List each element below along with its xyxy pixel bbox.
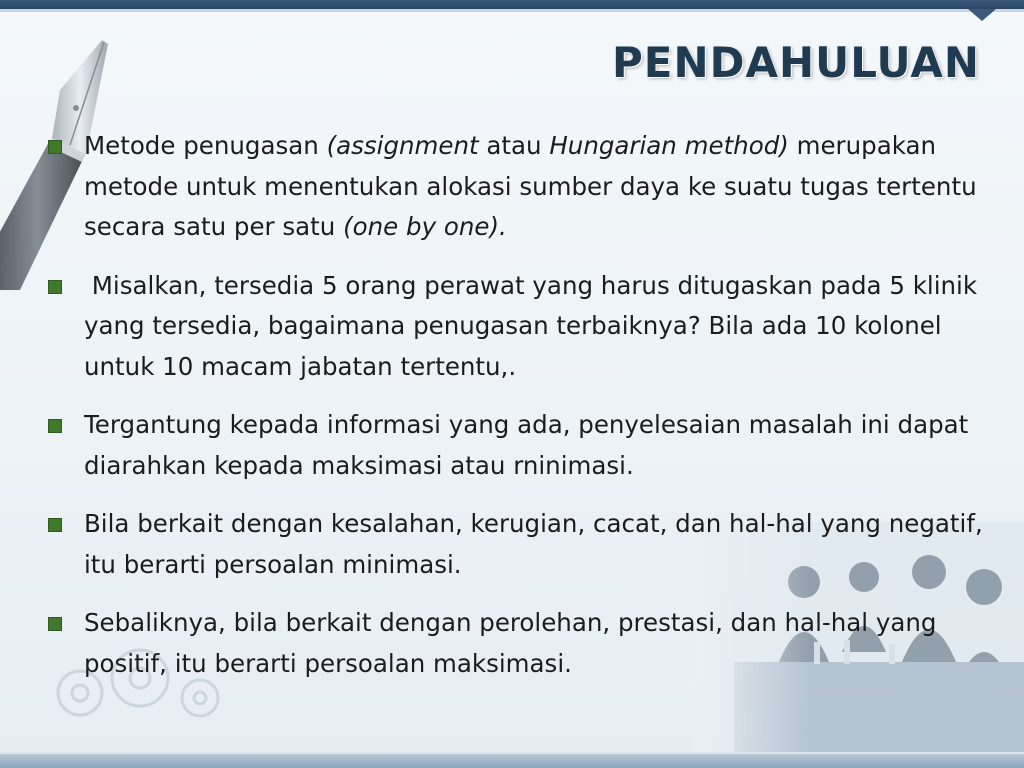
bullet-text-part: atau (478, 131, 550, 160)
square-bullet-icon (48, 617, 62, 631)
bullet-text: Bila berkait dengan kesalahan, kerugian, cacat, dan hal-hal yang negatif, itu berarti persoalan minimasi. (84, 509, 983, 579)
bullet-text-part: merupakan metode untuk menentukan alokasi sumber daya ke suatu tugas tertentu secara satu per satu (84, 131, 977, 241)
square-bullet-icon (48, 419, 62, 433)
square-bullet-icon (48, 280, 62, 294)
bullet-text: Sebaliknya, bila berkait dengan perolehan, prestasi, dan hal-hal yang positif, itu berarti persoalan maksimasi. (84, 608, 937, 678)
bullet-text: Misalkan, tersedia 5 orang perawat yang harus ditugaskan pada 5 klinik yang tersedia, bagaimana penugasan terbaiknya? Bila ada 10 kolonel untuk 10 macam jabatan tertentu,. (84, 270, 985, 381)
bullet-item (44, 405, 984, 486)
bullet-text-part-italic: Hungarian method) (549, 131, 789, 160)
top-bar-shine (0, 9, 1024, 12)
top-notch (968, 9, 996, 21)
bullet-text-part-italic: (one by one). (343, 212, 507, 241)
bullet-list (44, 126, 984, 684)
bullet-text: Tergantung kepada informasi yang ada, penyelesaian masalah ini dapat diarahkan kepada maksimasi atau rninimasi. (84, 410, 969, 480)
square-bullet-icon (48, 140, 62, 154)
bullet-item (44, 266, 984, 388)
bottom-bar (0, 754, 1024, 768)
square-bullet-icon (48, 518, 62, 532)
slide-title: PENDAHULUAN (612, 38, 980, 87)
bullet-item (44, 126, 984, 248)
top-bar (0, 0, 1024, 9)
slide-content (44, 126, 984, 702)
bullet-item (44, 504, 984, 585)
bullet-text-part-italic: (assignment (326, 131, 479, 160)
bullet-text-part: Metode penugasan (84, 131, 327, 160)
bullet-item (44, 603, 984, 684)
